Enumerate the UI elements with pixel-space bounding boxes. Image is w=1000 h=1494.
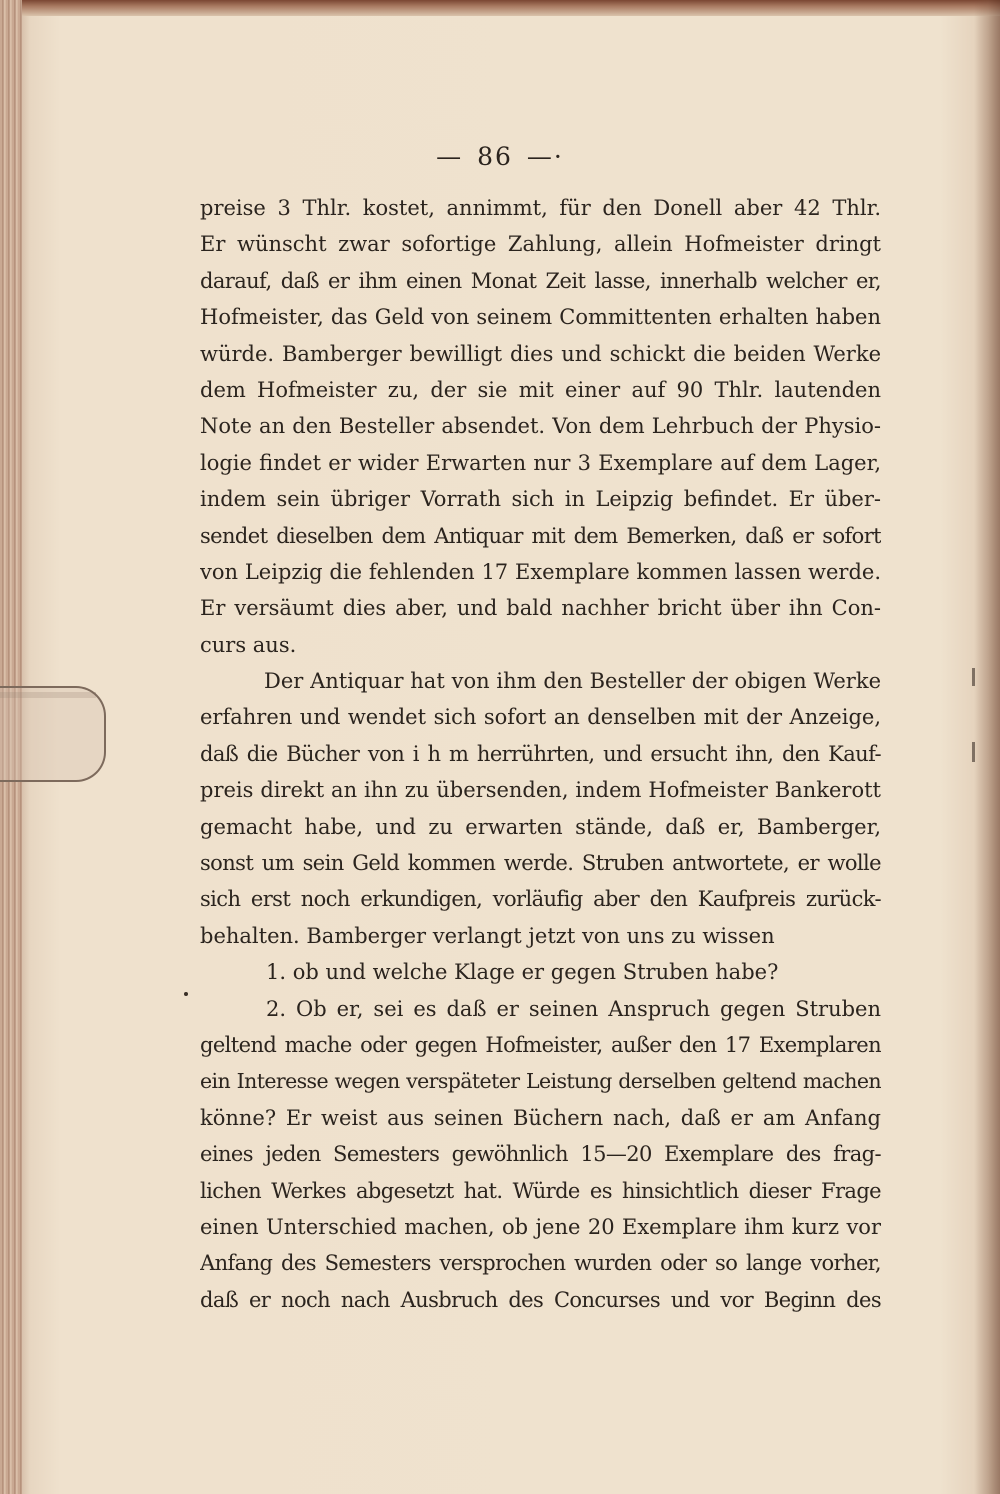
page-right-edge-shadow <box>974 0 1000 1494</box>
body-text <box>200 190 881 1318</box>
text-line: sonst um sein Geld kommen werde. Struben antwortete, er wolle <box>200 851 881 876</box>
text-line: Hofmeister, das Geld von seinem Committenten erhalten haben <box>200 305 881 330</box>
text-line: einen Unterschied machen, ob jene 20 Exemplare ihm kurz vor <box>200 1214 881 1239</box>
text-line: von Leipzig die fehlenden 17 Exemplare kommen lassen werde. <box>200 559 881 584</box>
header-dash-left: — <box>436 142 464 171</box>
ink-dot <box>184 992 188 996</box>
bookmark-tab <box>0 686 106 782</box>
text-line: 2. Ob er, sei es daß er seinen Anspruch gegen Struben <box>266 996 881 1021</box>
text-line: würde. Bamberger bewilligt dies und schickt die beiden Werke <box>200 341 881 366</box>
margin-mark <box>972 742 975 762</box>
page-header <box>0 142 1000 171</box>
text-line: sendet dieselben dem Antiquar mit dem Bemerken, daß er sofort <box>200 523 881 548</box>
header-dash-right: —· <box>526 142 564 171</box>
text-line: Er wünscht zwar sofortige Zahlung, allein Hofmeister dringt <box>200 232 881 257</box>
text-line: lichen Werkes abgesetzt hat. Würde es hinsichtlich dieser Frage <box>200 1178 881 1203</box>
margin-mark <box>972 668 975 686</box>
text-line: erfahren und wendet sich sofort an denselben mit der Anzeige, <box>200 705 881 730</box>
text-line: preise 3 Thlr. kostet, annimmt, für den Donell aber 42 Thlr. <box>200 196 881 220</box>
text-line: sich erst noch erkundigen, vorläufig aber den Kaufpreis zurück- <box>200 887 881 912</box>
text-line: behalten. Bamberger verlangt jetzt von uns zu wissen <box>200 923 775 948</box>
text-line: curs aus. <box>200 632 297 657</box>
text-line: dem Hofmeister zu, der sie mit einer auf 90 Thlr. lautenden <box>200 377 881 402</box>
page-number: 86 <box>477 142 513 171</box>
text-line: darauf, daß er ihm einen Monat Zeit lasse, innerhalb welcher er, <box>200 268 881 293</box>
text-line: geltend mache oder gegen Hofmeister, außer den 17 Exemplaren <box>200 1032 881 1057</box>
text-line: ein Interesse wegen verspäteter Leistung derselben geltend machen <box>200 1069 881 1094</box>
text-line: könne? Er weist aus seinen Büchern nach, daß er am Anfang <box>200 1105 881 1130</box>
text-line: Er versäumt dies aber, und bald nachher bricht über ihn Con- <box>200 596 881 621</box>
text-line: daß die Bücher von i h m herrührten, und ersucht ihn, den Kauf- <box>200 741 881 766</box>
text-line: Der Antiquar hat von ihm den Besteller der obigen Werke <box>264 669 881 694</box>
text-line: Anfang des Semesters versprochen wurden oder so lange vorher, <box>200 1251 881 1276</box>
text-line: 1. ob und welche Klage er gegen Struben habe? <box>266 960 779 985</box>
text-line: logie findet er wider Erwarten nur 3 Exemplare auf dem Lager, <box>200 450 881 475</box>
text-line: daß er noch nach Ausbruch des Concurses und vor Beginn des <box>200 1287 881 1312</box>
text-line: gemacht habe, und zu erwarten stände, daß er, Bamberger, <box>200 814 881 839</box>
text-line: indem sein übriger Vorrath sich in Leipzig befindet. Er über- <box>200 487 881 512</box>
text-line: eines jeden Semesters gewöhnlich 15—20 Exemplare des frag- <box>200 1142 881 1167</box>
text-line: preis direkt an ihn zu übersenden, indem Hofmeister Bankerott <box>200 778 881 803</box>
book-top-edge <box>0 0 1000 16</box>
text-line: Note an den Besteller absendet. Von dem Lehrbuch der Physio- <box>200 414 881 439</box>
